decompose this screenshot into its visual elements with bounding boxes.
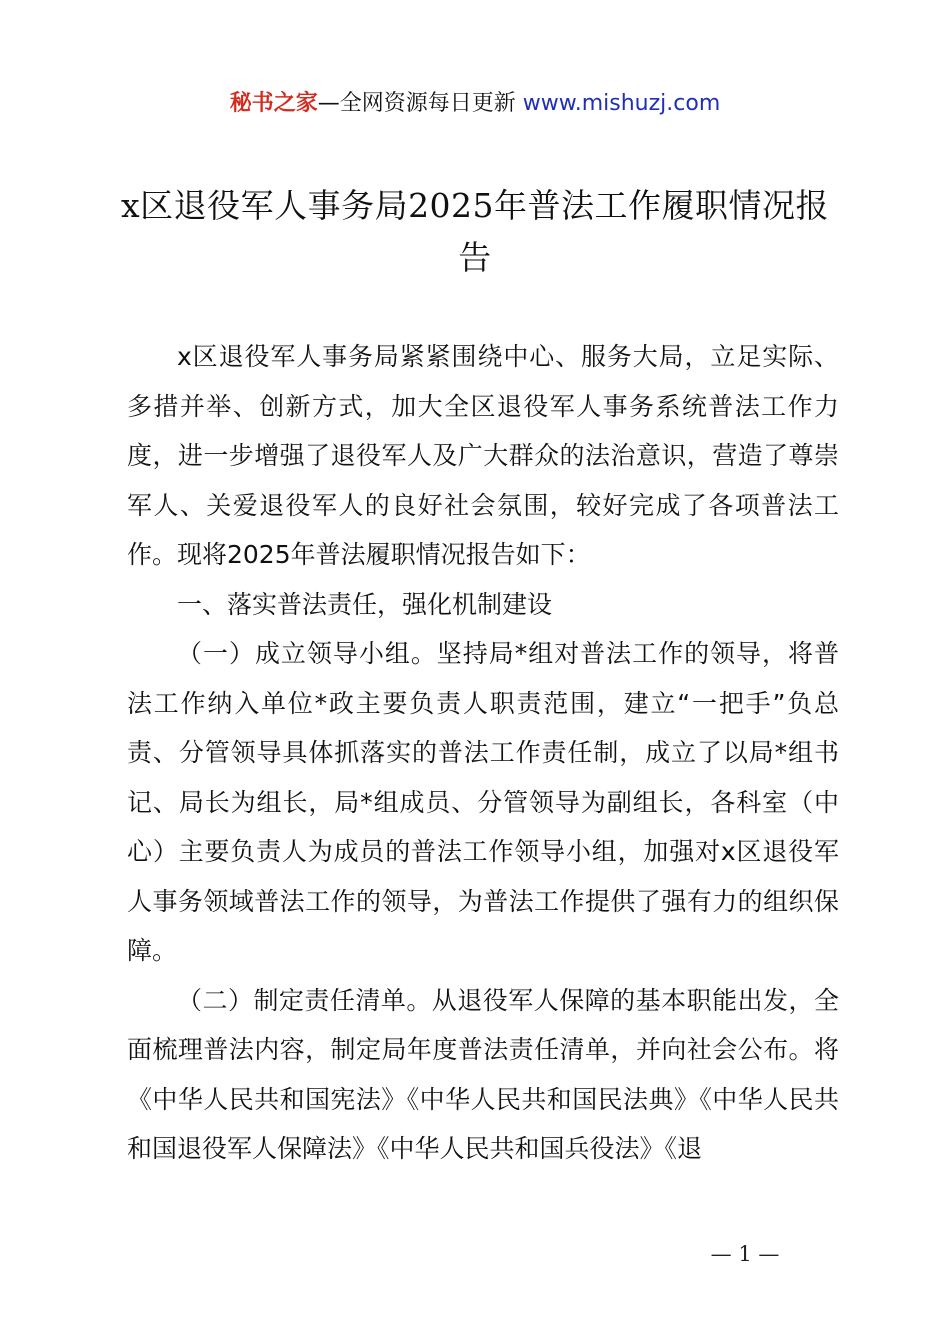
intro-paragraph: x区退役军人事务局紧紧围绕中心、服务大局，立足实际、多措并举、创新方式，加大全区退役军人事务系统普法工作力度，进一步增强了退役军人及广大群众的法治意识，营造了尊崇军人、关爱退役军人的良好社会氛围，较好完成了各项普法工作。现将2025年普法履职情况报告如下：: [127, 342, 839, 569]
document-body: [127, 332, 839, 1174]
brand-name: 秘书之家: [229, 91, 318, 116]
paragraph-responsibility-list: （二）制定责任清单。从退役军人保障的基本职能出发，全面梳理普法内容，制定局年度普法责任清单，并向社会公布。将《中华人民共和国宪法》《中华人民共和国民法典》《中华人民共和国退役军人保障法》《中华人民共和国兵役法》《退: [127, 985, 839, 1163]
site-url-link[interactable]: www.mishuzj.com: [522, 91, 721, 116]
header-slogan: —全网资源每日更新: [317, 91, 516, 116]
paragraph-leadership-group: （一）成立领导小组。坚持局*组对普法工作的领导，将普法工作纳入单位*政主要负责人职责范围，建立“一把手”负总责、分管领导具体抓落实的普法工作责任制，成立了以局*组书记、局长为组长，局*组成员、分管领导为副组长，各科室（中心）主要负责人为成员的普法工作领导小组，加强对x区退役军人事务领域普法工作的领导，为普法工作提供了强有力的组织保障。: [127, 639, 839, 965]
document-title: x区退役军人事务局2025年普法工作履职情况报告: [120, 186, 830, 277]
site-header: [0, 88, 950, 120]
page-number: — 1 —: [710, 1242, 780, 1266]
section-heading: 一、落实普法责任，强化机制建设: [177, 589, 553, 619]
